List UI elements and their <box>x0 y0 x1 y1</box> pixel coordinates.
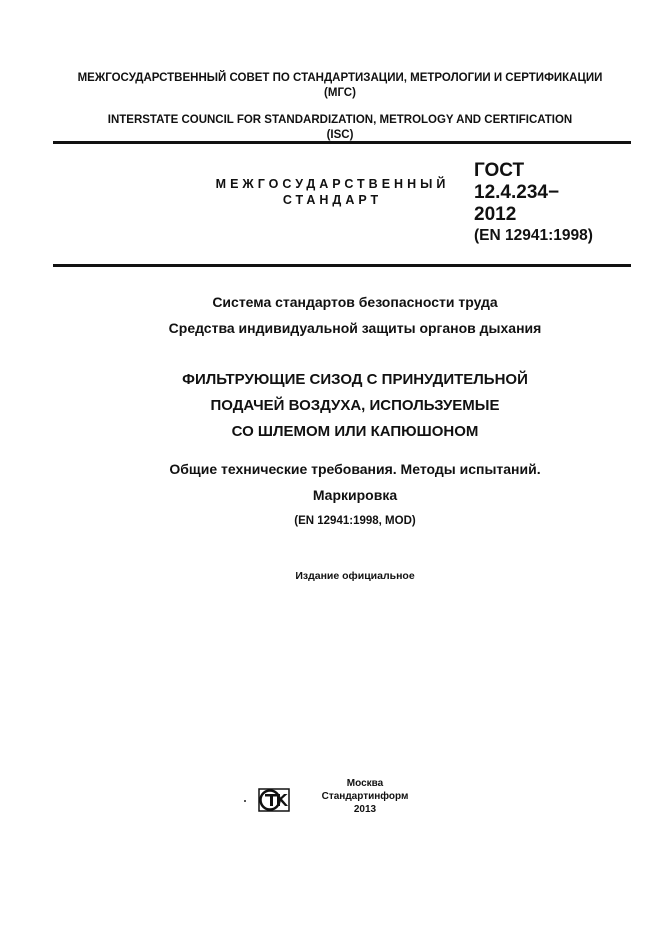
council-name-en <box>50 113 630 143</box>
document-subtitle <box>60 456 650 508</box>
document-title-line2: ПОДАЧЕЙ ВОЗДУХА, ИСПОЛЬЗУЕМЫЕ <box>210 397 500 414</box>
standartinform-logo-icon <box>255 786 293 814</box>
document-title <box>60 367 650 445</box>
publisher-city: Москва <box>346 778 384 789</box>
gost-designation <box>474 160 634 246</box>
publication-year: 2013 <box>353 804 377 815</box>
gost-label: ГОСТ <box>474 160 525 181</box>
equivalence-note: (EN 12941:1998, MOD) <box>294 515 416 527</box>
council-abbr-en: (ISC) <box>326 129 354 141</box>
standards-system-title: Система стандартов безопасности труда <box>212 294 498 310</box>
document-subtitle-line1: Общие технические требования. Методы испытаний. <box>169 461 541 477</box>
gost-en-reference: (EN 12941:1998) <box>474 227 593 244</box>
edition-note: Издание официальное <box>295 570 415 582</box>
council-name-en-line1: INTERSTATE COUNCIL FOR STANDARDIZATION, METROLOGY AND CERTIFICATION <box>107 114 573 126</box>
top-divider <box>53 141 631 144</box>
scan-dot <box>244 800 246 802</box>
document-title-line3: СО ШЛЕМОМ ИЛИ КАПЮШОНОМ <box>231 423 479 440</box>
gost-year: 2012 <box>474 204 517 225</box>
council-name-ru <box>50 71 630 101</box>
standard-type <box>200 176 465 208</box>
document-title-line1: ФИЛЬТРУЮЩИЕ СИЗОД С ПРИНУДИТЕЛЬНОЙ <box>182 371 528 388</box>
council-abbr-ru: (МГС) <box>324 87 356 99</box>
council-name-ru-line1: МЕЖГОСУДАРСТВЕННЫЙ СОВЕТ ПО СТАНДАРТИЗАЦИИ, МЕТРОЛОГИИ И СЕРТИФИКАЦИИ <box>77 72 603 84</box>
publisher-name: Стандартинформ <box>321 791 409 802</box>
standards-subsystem-title: Средства индивидуальной защиты органов дыхания <box>168 320 542 336</box>
gost-number: 12.4.234− <box>474 182 560 203</box>
document-subtitle-line2: Маркировка <box>312 487 398 503</box>
standard-type-line1: МЕЖГОСУДАРСТВЕННЫЙ <box>215 177 450 191</box>
standard-type-line2: СТАНДАРТ <box>282 193 383 207</box>
publisher-block <box>300 777 430 816</box>
bottom-divider <box>53 264 631 267</box>
